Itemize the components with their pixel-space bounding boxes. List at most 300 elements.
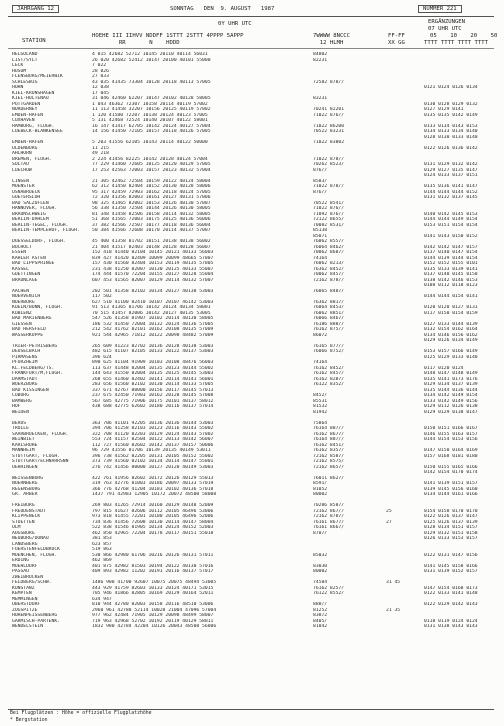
station-name: NOERVENICH <box>12 294 41 299</box>
station-name: AHLHORN <box>12 151 32 156</box>
synop-code: 276 742 41456 80000 10127 20120 40149 53003 <box>92 464 214 470</box>
temperature-group: 0132 0154 0162 0164 <box>424 327 478 332</box>
synop-code: 1 120 41580 72207 10138 20124 40123 57005 <box>92 112 208 118</box>
synop-code: 319 763 42776 81003 10186 20097 40133 57019 <box>92 481 214 486</box>
station-name: DEUSELBACH <box>12 349 41 354</box>
station-name: HAMBURG, FLUGH. <box>12 123 55 129</box>
cloud-group: 76122 8552/ <box>313 591 345 596</box>
cloud-group: 72162 8657/ <box>313 464 345 470</box>
cloud-group: 76162 875// <box>313 327 345 332</box>
temperature-group: 0131 0139 0152 0157 <box>424 569 478 574</box>
station-name: LIST/SYLT <box>12 57 38 63</box>
station-name: TROLLE <box>12 426 29 431</box>
temperature-group: 0144 0139 0144 0154 <box>424 255 478 261</box>
station-name: LUECHOW <box>12 167 32 173</box>
synop-code: 401 875 42982 81503 10194 20122 40130 57016 <box>92 563 214 569</box>
temperature-group: 0121 0124 0126 0134 <box>424 85 478 90</box>
station-name: WEINBIET <box>12 437 35 442</box>
gust-group <box>386 624 400 630</box>
station-name: ZWEIBRÜCKEN <box>12 574 44 580</box>
temperature-group: 0134 0146 0156 0162 <box>424 332 478 338</box>
synop-code: 17 045 <box>92 90 109 96</box>
cloud-group: 76066 8752/ <box>313 349 345 354</box>
station-name: EMDEN-HAFEN <box>12 112 44 118</box>
synop-code: 623 857 <box>92 541 112 547</box>
synop-code: 70 515 41457 82006 10142 20127 40135 53005 <box>92 310 211 316</box>
station-name: BREMEN, FLUGH. <box>12 156 52 162</box>
station-name: HELGOLAND <box>12 52 38 57</box>
cloud-column-header-2: 12 HLMH <box>313 40 344 46</box>
supplements-title: ERGÄNZUNGEN <box>428 19 466 25</box>
cloud-group: 70241 82201 <box>313 107 345 112</box>
synop-column-header-2: RR N HDDD <box>92 40 180 46</box>
station-name: OBERSTDORF <box>12 602 41 607</box>
temperature-group: 0141 0139 0151 0157 <box>424 481 478 486</box>
synop-code: 265 609 41223 82702 10136 20128 40138 53003 <box>92 343 214 349</box>
synop-code: 634 947 <box>92 596 112 602</box>
station-name: STOETTEN <box>12 519 35 525</box>
synop-code: 43 035 41435 73304 10128 20118 40113 57005 <box>92 79 211 85</box>
temperature-group: 0122 0126 0136 0142 <box>424 145 478 151</box>
station-name: AACHEN <box>12 288 29 294</box>
cloud-group: 80002 <box>313 492 328 497</box>
synop-code: 438 688 42775 62602 10180 20116 40137 57014 <box>92 404 214 409</box>
synop-code: 1 043 46362 72307 10158 20114 40119 57002 <box>92 101 208 107</box>
station-name: SOLTAU <box>12 162 29 167</box>
cloud-group: 74584 <box>313 580 328 585</box>
station-name: KIEL-KRONSHAGEN <box>12 90 55 96</box>
synop-code: 719 963 42968 52702 10192 20119 40129 58011 <box>92 618 214 624</box>
temperature-group: 0122 0131 0147 0156 <box>424 552 478 558</box>
synop-code: 409 893 42982 11202 10191 20116 40137 57017 <box>92 569 214 574</box>
temperature-group: 0127 0129 0141 <box>424 107 464 112</box>
gust-group: 31 45 <box>386 580 400 585</box>
temperature-group: 0144 0154 0153 0156 <box>424 437 478 442</box>
synop-code: 381 853 <box>92 536 112 541</box>
station-name: FREIBURG <box>12 503 35 508</box>
temperature-group: 0128 0130 0133 0140 <box>424 134 478 140</box>
station-name: FELDBERG/SCHW. <box>12 580 52 585</box>
synop-code: 482 615 41107 82105 10133 20122 40137 53003 <box>92 349 214 354</box>
cloud-group: 70082 8531/ <box>313 222 345 228</box>
temperature-group: 0157 0168 0181 0180 <box>424 453 478 459</box>
temperature-group: 0117 0150 0154 0159 <box>424 310 478 316</box>
station-name: WEISSENBURG <box>12 475 44 481</box>
temperature-group: 0129 0127 0135 0147 <box>424 167 478 173</box>
temperature-group: 0153 0151 0154 0154 <box>424 222 478 228</box>
station-name: OLDENBURG <box>12 145 38 151</box>
cloud-group: 72162 878// <box>313 277 345 283</box>
synop-code: 11 215 <box>92 145 109 151</box>
synop-code: 283 656 41560 82102 10130 20114 40133 57005 <box>92 382 214 387</box>
temperature-group: 0124 0133 0137 0151 <box>424 173 478 178</box>
synop-code: 921 544 42965 71812 10122 20098 48482 57009 <box>92 332 214 338</box>
synop-code: 202 501 41358 82102 10134 20127 40138 53003 <box>92 288 214 294</box>
temperature-group: 0150 0151 0166 0167 <box>424 426 478 431</box>
station-name: STUTTGART/ECHNARRSNN <box>12 459 69 464</box>
synop-code: 152 410 41440 82104 10145 20121 40133 56003 <box>92 250 214 255</box>
temperature-group: 0117 0120 0124 <box>424 365 464 371</box>
station-name: COBURG <box>12 393 29 398</box>
cloud-group: 72162 8587/ <box>313 453 345 459</box>
synop-code: 734 836 41456 72608 10130 20114 40147 58004 <box>92 519 214 525</box>
temperature-group: 0144 0144 0149 0154 <box>424 217 478 222</box>
synop-code: 705 946 41866 82805 10169 20129 40164 52011 <box>92 591 214 596</box>
issue-number: NUMMER 221 <box>418 5 462 13</box>
station-name: BAD KISSINGEN <box>12 387 49 393</box>
temperature-group: 0129 0112 0126 0138 <box>424 404 478 409</box>
cloud-group: 71022 83802 <box>313 140 345 145</box>
synop-code: 337 671 42767 80000 10156 20117 40145 57013 <box>92 387 214 393</box>
cloud-group: 8707/ <box>313 530 328 536</box>
cloud-group: 76064 8453/ <box>313 305 345 310</box>
synop-code: 1486 908 41/00 92607 10075 20075 48494 53005 <box>92 580 217 585</box>
station-name: BERLIN-TEMPLEHOF, FLUGH. <box>12 228 80 233</box>
temperature-group: 0135 0136 0141 0147 <box>424 184 478 189</box>
temperature-group: 0135 0133 0139 0141 <box>424 266 478 272</box>
synop-code: 26 020 42682 52412 10147 20100 40101 55000 <box>92 57 211 63</box>
cloud-group: 83231 <box>313 96 328 101</box>
temperature-group: 0142 0154 0170 0174 <box>424 470 478 475</box>
cloud-group: 72162 867// <box>313 508 345 514</box>
temperature-group: 0147 0150 0164 0169 <box>424 448 478 453</box>
cloud-group: 80002 <box>313 569 328 574</box>
station-name: BAD HERSFELD <box>12 327 46 332</box>
gust-column-header-2: XX GG <box>388 40 405 46</box>
temperature-group: 0138 0142 0146 0153 <box>424 277 478 283</box>
synop-column-header-1: HOEHE III IIHVV NDDFF 1STTT 2STTT 4PPPP 5APPP <box>92 33 244 39</box>
station-name: LECK <box>12 63 24 68</box>
station-name: HANNOVER, FLUGH. <box>12 206 58 211</box>
cloud-group: 75864 <box>313 420 328 426</box>
temperature-group: 0137 0140 0147 0154 <box>424 250 478 255</box>
station-name: OSNABRUECK <box>12 189 41 195</box>
synop-code: 462 850 42965 72204 10178 20117 40151 55018 <box>92 530 214 536</box>
synop-code: 17 253 42563 72003 10157 20123 40132 57004 <box>92 167 211 173</box>
station-name: BERLIN-DAHLEM <box>12 217 49 222</box>
cloud-group: 83030 <box>313 563 328 569</box>
cloud-group: 70062 8457/ <box>313 272 345 277</box>
station-name: NUERBURG <box>12 299 35 305</box>
cloud-group: 76122 8352/ <box>313 382 345 387</box>
synop-code: 16 147 41417 62705 10142 20124 40127 57004 <box>92 123 211 129</box>
cloud-group: 71022 878// <box>313 156 345 162</box>
synop-code: 462 869 <box>92 558 112 563</box>
synop-code: 607 453 41565 82007 10129 20114 40132 57007 <box>92 277 214 283</box>
cloud-group: 76062 8851/ <box>313 310 345 316</box>
cloud-group: 76161 8677/ <box>313 519 345 525</box>
cloud-group: 81942 <box>313 409 328 415</box>
temperature-group: 0144 0144 0154 0141 <box>424 294 478 299</box>
cloud-group: 85071 <box>313 233 328 239</box>
synop-code: 973 818 41455 72201 10100 20105 46496 52006 <box>92 514 214 519</box>
cloud-group: 76162 8452/ <box>313 365 345 371</box>
station-name: KOBLENZ <box>12 310 32 316</box>
cloud-group: 876// <box>313 189 328 195</box>
station-name: MUEHLDORF <box>12 563 38 569</box>
station-name: BAD MARIENBERG <box>12 316 52 321</box>
cloud-group: 76066 8467/ <box>313 316 345 321</box>
temperature-group: 0144 0144 0144 0152 <box>424 189 478 195</box>
station-name: BAD SALZUFLEN <box>12 200 49 206</box>
synop-code: 231 438 41250 82007 10130 20125 40133 55007 <box>92 266 214 272</box>
station-name: ZUGSPITZE <box>12 607 38 613</box>
cloud-group: 72122 8655/ <box>313 217 345 222</box>
temperature-group: 0134 0144 0161 0166 <box>424 492 478 497</box>
synop-code: 1437 791 42983 12905 10172 20072 48500 58008 <box>92 492 217 497</box>
cloud-group: 76164 887// <box>313 426 345 431</box>
synop-code: 553 724 41157 82504 10122 20113 40142 56007 <box>92 437 214 442</box>
station-name: WENDELSTEIN <box>12 624 44 629</box>
top-rule <box>8 16 494 17</box>
synop-code: 14 156 41450 72105 10157 20118 40126 57005 <box>92 129 211 134</box>
synop-code: 12 038 <box>92 85 109 90</box>
station-name: HOF <box>12 404 21 409</box>
temperature-group: 0128 0134 0151 0157 <box>424 525 478 530</box>
cloud-group: 76062 8557/ <box>313 239 345 244</box>
cloud-group: 76062 8213/ <box>313 261 345 266</box>
station-name: NEUBURG/DONAU <box>12 536 49 541</box>
synop-code: 31 046 42460 62207 10147 20102 40128 58005 <box>92 96 211 101</box>
synop-code: 117 502 <box>92 294 112 299</box>
station-name: WUERZBURG <box>12 382 38 387</box>
temperature-group: 0125 0129 0133 0140 <box>424 354 478 360</box>
cloud-group: 76362 8452/ <box>313 266 345 272</box>
synop-code: 4 015 42682 52712 10145 20110 40114 56031 <box>92 52 208 57</box>
volume-label: JAHRGANG 12 <box>12 5 59 13</box>
station-name: REGENSBURG <box>12 486 41 492</box>
synop-code: 268 655 41460 82402 10141 20114 40141 56001 <box>92 376 214 382</box>
station-name: BRAUNSCHWEIG <box>12 211 46 217</box>
station-name: PASSAU <box>12 569 29 574</box>
cloud-group: 70522 83231 <box>313 129 345 134</box>
synop-code: 237 675 42450 71903 10162 20128 40145 57008 <box>92 393 214 398</box>
synop-code: 77 229 41460 72605 10125 20120 40129 57005 <box>92 162 211 167</box>
synop-code: 112 727 41560 82602 10142 20137 40157 50006 <box>92 442 214 448</box>
synop-code: 547 526 41358 81907 10102 20114 40130 58005 <box>92 316 214 321</box>
cloud-group: 76165 877// <box>313 343 345 349</box>
cloud-group: 71022 86200 <box>313 123 345 129</box>
temperature-group: 0140 0142 0145 0153 <box>424 211 478 217</box>
synop-code: 11 113 41458 32207 10156 20125 40119 57002 <box>92 107 211 112</box>
station-name: BAMBERG <box>12 398 32 404</box>
synop-code: 49 218 <box>92 151 109 156</box>
cloud-column-header-1: 7WWWW 8NCCC <box>313 33 351 39</box>
temperature-group: 0148 0147 0148 0149 <box>424 371 478 376</box>
temperature-group: 0120 0120 0127 0131 <box>424 305 478 310</box>
synop-code: 396 624 <box>92 354 112 360</box>
cloud-group: 8405/ <box>313 618 328 624</box>
station-name: GARMISCH-PARTENK. <box>12 618 60 624</box>
hours-sub: TTTT TTTT TTTT TTTT <box>424 40 488 46</box>
station-name: HUSUM <box>12 68 27 74</box>
temperature-group: 0131 0132 0137 0145 <box>424 195 478 200</box>
station-name: LANDSBERG <box>12 541 38 547</box>
temperature-group: 0133 0142 0149 0156 <box>424 398 478 404</box>
temperature-group: 0134 0133 0134 0140 <box>424 129 478 134</box>
station-name: LINGEN <box>12 178 29 184</box>
station-name: MUENSTER <box>12 184 35 189</box>
cloud-group: 8452/ <box>313 393 328 398</box>
gust-column-header-1: FF-FF <box>388 33 405 39</box>
temperature-group: 0108 0112 0118 0123 <box>424 283 478 288</box>
synop-code: 839 427 41420 82409 10099 20099 48665 57007 <box>92 255 214 261</box>
station-name: LUEBECK-BLANKENSEE <box>12 129 63 134</box>
station-name: OEHRINGEN <box>12 464 38 470</box>
synop-code: 45 400 41358 81702 10151 20138 40138 56002 <box>92 239 211 244</box>
report-date: SONNTAG DEN 9. AUGUST 1987 <box>170 6 275 12</box>
cloud-group: 86072 <box>313 332 328 338</box>
cloud-group: 76065 8487/ <box>313 288 345 294</box>
synop-code: 37 382 42566 72507 10177 20118 40136 56004 <box>92 222 211 228</box>
synop-code: 522 838 41546 81905 10134 20124 40152 52003 <box>92 525 214 530</box>
temperature-group: 0135 0135 0142 0149 <box>424 112 478 118</box>
synop-code: 72 320 41356 82003 10161 20127 40131 57006 <box>92 195 211 200</box>
synop-code: 269 803 41265 72914 10160 20129 40148 52009 <box>92 503 214 508</box>
station-name: BERLIN-TEGEL, FLUGH. <box>12 222 69 228</box>
gust-group: 27 <box>386 519 392 525</box>
temperature-group: 0129 0129 0138 0147 <box>424 409 478 415</box>
temperature-group: 0129 0134 0137 0139 <box>424 382 478 387</box>
cloud-group: 70522 8541/ <box>313 200 345 206</box>
cloud-group: 76186 888// <box>313 321 345 327</box>
station-name: GR. ARBER <box>12 492 38 497</box>
synop-code: 81 348 41458 82506 10158 20114 40132 58005 <box>92 211 211 217</box>
station-name: KOELN/BONN, FLUGH. <box>12 305 63 310</box>
station-name: FUERSTENFELDBRUCK <box>12 547 60 552</box>
station-name: PFORZHEIM <box>12 360 38 365</box>
synop-code: 810 944 42780 82003 10158 20116 48510 53006 <box>92 602 214 607</box>
temperature-group: 0135 0144 0136 0144 <box>424 387 478 393</box>
station-name: FREUDENSTADT <box>12 508 46 514</box>
temperature-group: 0125 0126 0137 0139 <box>424 519 478 525</box>
cloud-group: 76162 8451/ <box>313 442 345 448</box>
cloud-group: 76161 8667/ <box>313 525 345 530</box>
station-name: PUTTGARDEN <box>12 101 41 107</box>
cloud-group: 72582 878// <box>313 79 345 85</box>
synop-code: 51 368 41565 72003 10175 20125 40136 56006 <box>92 217 211 222</box>
temperature-group: 0127 0133 0144 0139 <box>424 321 478 327</box>
synop-code: 977 962 42484 71905 10129 20098 48499 58007 <box>92 613 214 618</box>
header-rule <box>8 48 494 49</box>
synop-code: 797 815 41627 82606 10112 20105 46496 53006 <box>92 508 214 514</box>
temperature-group: 0150 0155 0165 0166 <box>424 464 478 470</box>
temperature-group: 0130 0128 0129 0132 <box>424 101 478 107</box>
cloud-group: 876// <box>313 167 328 173</box>
synop-code: 443 929 41759 82603 10133 20124 40171 53015 <box>92 585 214 591</box>
cloud-group: 71022 876// <box>313 112 345 118</box>
cloud-group: 76162 8287/ <box>313 376 345 382</box>
cloud-group: 70286 8587/ <box>313 503 345 508</box>
cloud-group: 84802 <box>313 52 328 57</box>
cloud-group: 83872 <box>313 613 328 618</box>
cloud-group: 8583/ <box>313 178 328 184</box>
cloud-group: 81252 <box>313 607 328 613</box>
station-name: KONSTANZ <box>12 585 35 591</box>
cloud-group: 71022 876// <box>313 206 345 211</box>
station-name: NORDERNEY <box>12 107 38 112</box>
station-name: HOHN <box>12 85 24 90</box>
synop-code: 363 706 41101 92205 10136 20136 40144 53003 <box>92 420 214 426</box>
synop-code: 366 776 42768 41204 10183 20102 40136 57018 <box>92 486 214 492</box>
synop-code: 422 761 41956 82602 10172 20126 40129 55013 <box>92 475 214 481</box>
station-name: BAD LIPPSPRINGE <box>12 261 55 266</box>
station-name: DUESSELDORF, FLUGH. <box>12 239 66 244</box>
synop-code: 1832 980 42784 42204 10126 20043 48508 56006 <box>92 624 217 629</box>
cloud-group: 76162 8677/ <box>313 431 345 437</box>
synop-code: 174 444 41570 72204 10155 20127 40128 55004 <box>92 272 214 277</box>
station-name: GIESSEN <box>12 321 32 327</box>
synop-code: 7 022 <box>92 63 107 68</box>
temperature-group: 0147 0154 0168 0173 <box>424 585 478 591</box>
synop-code: 98 325 41465 82002 10153 20126 40130 57007 <box>92 200 211 206</box>
synop-code: 28 026 <box>92 68 109 74</box>
footer-mountain-note: * Bergstation <box>10 718 48 723</box>
cloud-group: 85138 <box>313 228 328 233</box>
gust-group: 21 35 <box>386 607 400 613</box>
temperature-group: 0129 0132 0151 0158 <box>424 530 478 536</box>
synop-code: 27 033 <box>92 74 109 79</box>
cloud-group: 76362 8817/ <box>313 299 345 305</box>
station-name: NUERNBERG <box>12 481 38 486</box>
synop-code: 21 404 41517 82403 10148 20128 40128 56007 <box>92 244 211 250</box>
station-name: ERDING <box>12 558 29 563</box>
footer-rule <box>8 709 494 710</box>
station-name: MANNHEIM <box>12 448 35 453</box>
synop-code: 212 542 41762 82101 10162 20108 40135 57009 <box>92 327 214 332</box>
cloud-group: 81052 <box>313 486 328 492</box>
station-name: FLENSBURG/MEIERWIK <box>12 74 63 79</box>
synop-code: 627 510 41100 82410 10107 20107 46142 53003 <box>92 299 214 305</box>
temperature-group: 0153 0157 0166 0149 <box>424 349 478 354</box>
synop-code: 96 729 41556 81706 10139 20135 40149 53011 <box>92 448 211 453</box>
synop-code: 530 866 42980 61706 10216 20126 40131 57011 <box>92 552 214 558</box>
temperature-group: 0139 0145 0156 0160 <box>424 486 478 492</box>
footer-note: Bei Flugplätzen : Höhe = offizielle Flugplatzhöhe <box>10 711 152 716</box>
synop-code: 519 863 <box>92 547 112 552</box>
temperature-group: 0154 0158 0170 0170 <box>424 508 478 514</box>
cloud-group: 71022 878// <box>313 184 345 189</box>
station-name: EMDEN-HAFEN <box>12 140 44 145</box>
cloud-group: 82231 <box>313 57 328 63</box>
cloud-group: 72162 8575/ <box>313 459 345 464</box>
station-name: BERUS <box>12 420 27 426</box>
synop-code: 95 317 42459 72903 10162 20118 40124 57005 <box>92 189 211 195</box>
station-name: KARLSRUHE <box>12 442 38 448</box>
temperature-group: 0146 0155 0163 0157 <box>424 431 478 437</box>
synop-code: 144 643 41550 82004 10135 20125 40145 53003 <box>92 371 214 376</box>
synop-code: 373 739 41560 82102 10134 20114 40147 55001 <box>92 459 214 464</box>
synop-code: 91 513 41365 81706 10142 20124 40134 58001 <box>92 305 211 310</box>
cloud-group: 76162 8257/ <box>313 585 345 591</box>
station-name: WASSERKUPPE <box>12 332 44 338</box>
observation-time: 0Y UHR UTC <box>218 21 252 27</box>
cloud-group: 76162 8357/ <box>313 448 345 453</box>
station-name: HOHENPEISSENBERG <box>12 613 58 618</box>
station-name: MUENCHEN, FLUGH. <box>12 552 58 558</box>
station-column-header: STATION <box>22 38 46 44</box>
synop-code: 2 224 41456 82225 10142 20128 40124 57004 <box>92 156 208 162</box>
cloud-group: 76162 8457/ <box>313 371 345 376</box>
temperature-group: 0142 0142 0147 0157 <box>424 244 478 250</box>
station-name: STUTTGART, FLUGH. <box>12 453 60 459</box>
station-name: KEMPTEN <box>12 591 32 596</box>
temperature-group: 0152 0152 0155 0101 <box>424 261 478 266</box>
synop-code: 62 312 41450 82404 10152 20130 40128 58006 <box>92 184 211 189</box>
gust-group: 25 <box>386 508 392 514</box>
cloud-group: 85531 <box>313 398 328 404</box>
station-name: WEIDEN <box>12 409 29 415</box>
